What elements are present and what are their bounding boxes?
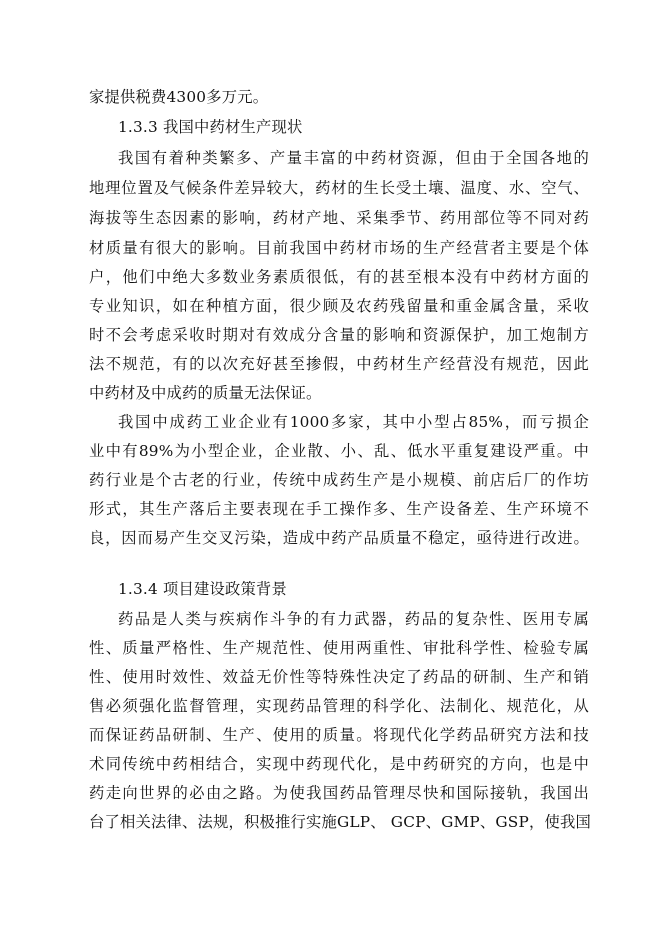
text-line: 家提供税费4300多万元。: [89, 88, 269, 106]
text-line: 术同传统中药相结合，实现中药现代化，是中药研究的方向，也是中: [89, 755, 589, 773]
text-line: 台了相关法律、法规，积极推行实施GLP、 GCP、GMP、GSP，使我国: [89, 813, 591, 831]
text-line: 海拔等生态因素的影响，药材产地、采集季节、药用部位等不同对药: [89, 209, 589, 227]
text-line: 时不会考虑采收时期对有效成分含量的影响和资源保护，加工炮制方: [89, 326, 589, 344]
text-line: 材质量有很大的影响。目前我国中药材市场的生产经营者主要是个体: [89, 239, 589, 257]
text-line: 性、使用时效性、效益无价性等特殊性决定了药品的研制、生产和销: [89, 668, 589, 686]
section-heading-1-3-3: 1.3.3 我国中药材生产现状: [118, 118, 303, 136]
text-line: 药行业是个古老的行业，传统中成药生产是小规模、前店后厂的作坊: [89, 471, 589, 489]
text-line: 药走向世界的必由之路。为使我国药品管理尽快和国际接轨，我国出: [89, 784, 589, 802]
text-line: 药品是人类与疾病作斗争的有力武器，药品的复杂性、医用专属: [118, 610, 589, 628]
text-line: 中药材及中成药的质量无法保证。: [89, 384, 322, 402]
text-line: 良，因而易产生交叉污染，造成中药产品质量不稳定，亟待进行改进。: [89, 529, 589, 547]
text-line: 地理位置及气候条件差异较大，药材的生长受土壤、温度、水、空气、: [89, 179, 589, 197]
text-line: 我国中成药工业企业有1000多家，其中小型占85%，而亏损企: [118, 413, 589, 431]
text-line: 我国有着种类繁多、产量丰富的中药材资源，但由于全国各地的: [118, 149, 589, 167]
text-line: 户，他们中绝大多数业务素质很低，有的甚至根本没有中药材方面的: [89, 268, 589, 286]
text-line: 业中有89%为小型企业，企业散、小、乱、低水平重复建设严重。中: [89, 442, 589, 460]
text-line: 形式，其生产落后主要表现在手工操作多、生产设备差、生产环境不: [89, 500, 589, 518]
text-line: 专业知识，如在种植方面，很少顾及农药残留量和重金属含量，采收: [89, 297, 589, 315]
text-line: 性、质量严格性、生产规范性、使用两重性、审批科学性、检验专属: [89, 639, 589, 657]
section-heading-1-3-4: 1.3.4 项目建设政策背景: [118, 580, 287, 598]
text-line: 而保证药品研制、生产、使用的质量。将现代化学药品研究方法和技: [89, 726, 589, 744]
text-line: 售必须强化监督管理，实现药品管理的科学化、法制化、规范化，从: [89, 697, 589, 715]
text-line: 法不规范，有的以次充好甚至掺假，中药材生产经营没有规范，因此: [89, 355, 589, 373]
